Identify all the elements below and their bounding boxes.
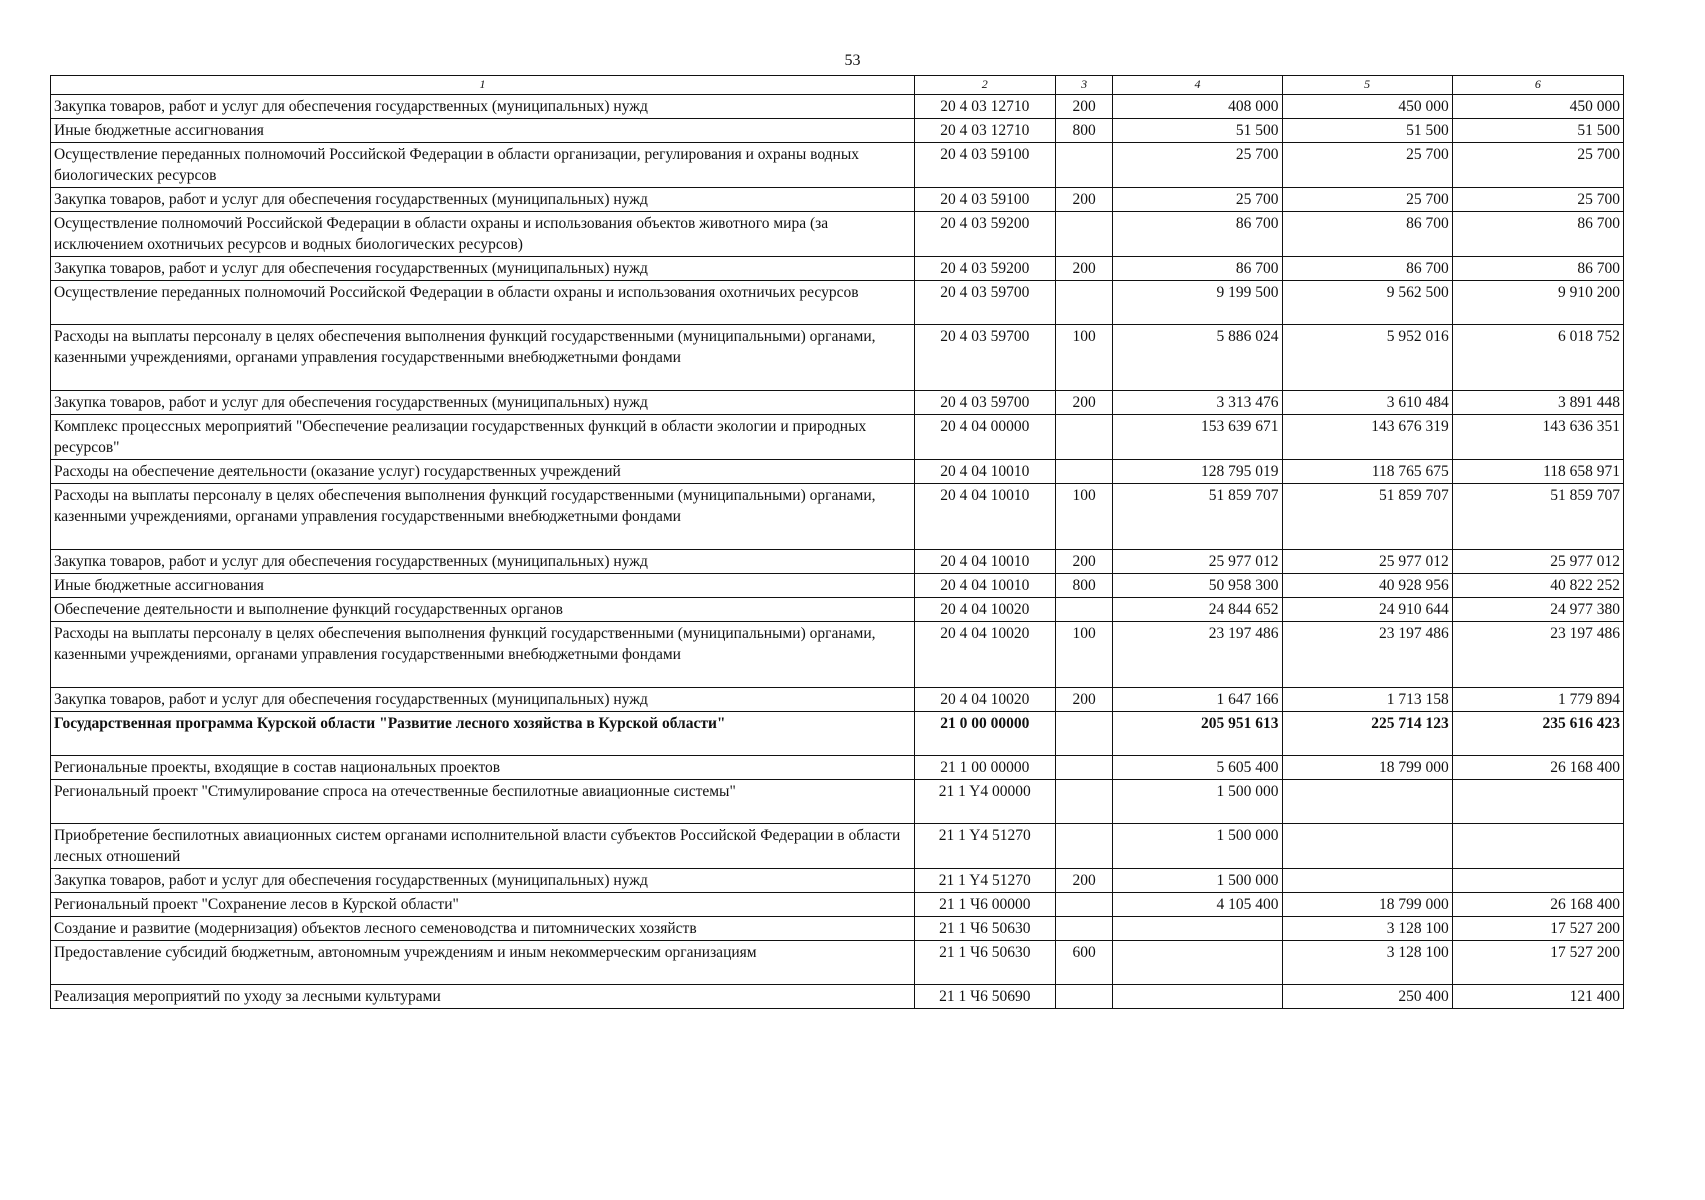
- table-body: [51, 95, 1624, 1009]
- expense-type-cell: [1055, 143, 1113, 188]
- column-number: 4: [1113, 76, 1282, 95]
- amount-col6-cell: 450 000: [1452, 95, 1623, 119]
- amount-col5-cell: 143 676 319: [1282, 415, 1452, 460]
- expense-name-cell: Государственная программа Курской области "Развитие лесного хозяйства в Курской области": [51, 712, 915, 756]
- table-row: [51, 95, 1624, 119]
- target-code-cell: 21 1 Y4 51270: [914, 824, 1055, 869]
- target-code-cell: 21 1 00 00000: [914, 756, 1055, 780]
- expense-type-cell: 200: [1055, 95, 1113, 119]
- amount-col4-cell: 23 197 486: [1113, 622, 1282, 688]
- expense-type-cell: 600: [1055, 941, 1113, 985]
- table-row: [51, 212, 1624, 257]
- amount-col6-cell: 51 859 707: [1452, 484, 1623, 550]
- amount-col5-cell: 250 400: [1282, 985, 1452, 1009]
- expense-type-cell: [1055, 985, 1113, 1009]
- amount-col6-cell: 25 700: [1452, 188, 1623, 212]
- table-row: [51, 824, 1624, 869]
- amount-col5-cell: 40 928 956: [1282, 574, 1452, 598]
- amount-col6-cell: [1452, 869, 1623, 893]
- amount-col6-cell: 3 891 448: [1452, 391, 1623, 415]
- expense-type-cell: [1055, 756, 1113, 780]
- amount-col5-cell: 86 700: [1282, 212, 1452, 257]
- target-code-cell: 20 4 04 10010: [914, 550, 1055, 574]
- column-number: 2: [914, 76, 1055, 95]
- amount-col4-cell: [1113, 941, 1282, 985]
- amount-col4-cell: 128 795 019: [1113, 460, 1282, 484]
- amount-col4-cell: 1 500 000: [1113, 869, 1282, 893]
- amount-col6-cell: 25 977 012: [1452, 550, 1623, 574]
- expense-name-cell: Расходы на выплаты персоналу в целях обеспечения выполнения функций государственными (муниципальными) органами, казенными учреждениями, органами управления государственными внебюджетными фондами: [51, 622, 915, 688]
- table-row: [51, 143, 1624, 188]
- table-row: [51, 985, 1624, 1009]
- expense-type-cell: 200: [1055, 688, 1113, 712]
- amount-col5-cell: 23 197 486: [1282, 622, 1452, 688]
- table-row: [51, 257, 1624, 281]
- amount-col6-cell: 24 977 380: [1452, 598, 1623, 622]
- target-code-cell: 21 1 Ч6 50630: [914, 917, 1055, 941]
- expense-name-cell: Региональные проекты, входящие в состав национальных проектов: [51, 756, 915, 780]
- table-row: [51, 598, 1624, 622]
- target-code-cell: 21 1 Y4 00000: [914, 780, 1055, 824]
- amount-col6-cell: 17 527 200: [1452, 941, 1623, 985]
- table-row: [51, 756, 1624, 780]
- expense-type-cell: 200: [1055, 869, 1113, 893]
- expense-name-cell: Иные бюджетные ассигнования: [51, 119, 915, 143]
- column-number-row: [51, 76, 1624, 95]
- table-row: [51, 869, 1624, 893]
- amount-col4-cell: 3 313 476: [1113, 391, 1282, 415]
- expense-name-cell: Закупка товаров, работ и услуг для обеспечения государственных (муниципальных) нужд: [51, 869, 915, 893]
- table-row: [51, 688, 1624, 712]
- amount-col4-cell: 5 886 024: [1113, 325, 1282, 391]
- amount-col4-cell: [1113, 985, 1282, 1009]
- table-row: [51, 780, 1624, 824]
- target-code-cell: 21 0 00 00000: [914, 712, 1055, 756]
- amount-col5-cell: 25 977 012: [1282, 550, 1452, 574]
- table-row: [51, 188, 1624, 212]
- amount-col4-cell: 86 700: [1113, 257, 1282, 281]
- target-code-cell: 20 4 03 59700: [914, 281, 1055, 325]
- amount-col5-cell: 3 128 100: [1282, 941, 1452, 985]
- amount-col6-cell: 235 616 423: [1452, 712, 1623, 756]
- amount-col5-cell: [1282, 824, 1452, 869]
- amount-col6-cell: 86 700: [1452, 257, 1623, 281]
- table-row: [51, 550, 1624, 574]
- amount-col6-cell: 26 168 400: [1452, 893, 1623, 917]
- amount-col4-cell: 51 500: [1113, 119, 1282, 143]
- target-code-cell: 20 4 03 59100: [914, 188, 1055, 212]
- amount-col6-cell: 40 822 252: [1452, 574, 1623, 598]
- amount-col6-cell: 9 910 200: [1452, 281, 1623, 325]
- expense-type-cell: 200: [1055, 257, 1113, 281]
- expense-name-cell: Обеспечение деятельности и выполнение функций государственных органов: [51, 598, 915, 622]
- amount-col5-cell: 18 799 000: [1282, 756, 1452, 780]
- amount-col5-cell: 25 700: [1282, 188, 1452, 212]
- expense-name-cell: Расходы на выплаты персоналу в целях обеспечения выполнения функций государственными (муниципальными) органами, казенными учреждениями, органами управления государственными внебюджетными фондами: [51, 484, 915, 550]
- amount-col5-cell: 225 714 123: [1282, 712, 1452, 756]
- amount-col5-cell: 25 700: [1282, 143, 1452, 188]
- expense-name-cell: Осуществление полномочий Российской Федерации в области охраны и использования объектов животного мира (за исключением охотничьих ресурсов и водных биологических ресурсов): [51, 212, 915, 257]
- table-row: [51, 484, 1624, 550]
- expense-type-cell: 800: [1055, 574, 1113, 598]
- expense-type-cell: 800: [1055, 119, 1113, 143]
- amount-col6-cell: 25 700: [1452, 143, 1623, 188]
- expense-type-cell: [1055, 212, 1113, 257]
- amount-col4-cell: 9 199 500: [1113, 281, 1282, 325]
- amount-col5-cell: 18 799 000: [1282, 893, 1452, 917]
- target-code-cell: 20 4 04 10010: [914, 460, 1055, 484]
- target-code-cell: 20 4 04 10020: [914, 688, 1055, 712]
- table-row: [51, 917, 1624, 941]
- target-code-cell: 21 1 Ч6 00000: [914, 893, 1055, 917]
- amount-col4-cell: 1 500 000: [1113, 780, 1282, 824]
- amount-col6-cell: [1452, 824, 1623, 869]
- amount-col4-cell: 25 700: [1113, 143, 1282, 188]
- amount-col5-cell: 5 952 016: [1282, 325, 1452, 391]
- expense-type-cell: [1055, 712, 1113, 756]
- expense-type-cell: [1055, 824, 1113, 869]
- target-code-cell: 21 1 Ч6 50690: [914, 985, 1055, 1009]
- expense-name-cell: Закупка товаров, работ и услуг для обеспечения государственных (муниципальных) нужд: [51, 391, 915, 415]
- expense-type-cell: [1055, 917, 1113, 941]
- amount-col5-cell: [1282, 780, 1452, 824]
- expense-type-cell: 100: [1055, 622, 1113, 688]
- amount-col6-cell: 143 636 351: [1452, 415, 1623, 460]
- amount-col6-cell: 6 018 752: [1452, 325, 1623, 391]
- column-number: 1: [51, 76, 915, 95]
- amount-col4-cell: 153 639 671: [1113, 415, 1282, 460]
- amount-col6-cell: 51 500: [1452, 119, 1623, 143]
- expense-type-cell: [1055, 780, 1113, 824]
- expense-name-cell: Иные бюджетные ассигнования: [51, 574, 915, 598]
- target-code-cell: 20 4 03 59700: [914, 391, 1055, 415]
- amount-col6-cell: [1452, 780, 1623, 824]
- target-code-cell: 20 4 03 59700: [914, 325, 1055, 391]
- amount-col5-cell: 9 562 500: [1282, 281, 1452, 325]
- table-row: [51, 119, 1624, 143]
- amount-col4-cell: 1 500 000: [1113, 824, 1282, 869]
- amount-col6-cell: 26 168 400: [1452, 756, 1623, 780]
- table-row: [51, 325, 1624, 391]
- expense-name-cell: Расходы на выплаты персоналу в целях обеспечения выполнения функций государственными (муниципальными) органами, казенными учреждениями, органами управления государственными внебюджетными фондами: [51, 325, 915, 391]
- table-row: [51, 622, 1624, 688]
- amount-col4-cell: 86 700: [1113, 212, 1282, 257]
- target-code-cell: 21 1 Ч6 50630: [914, 941, 1055, 985]
- table-row: [51, 941, 1624, 985]
- expense-type-cell: [1055, 281, 1113, 325]
- amount-col6-cell: 118 658 971: [1452, 460, 1623, 484]
- budget-table: [50, 75, 1624, 1009]
- page-number: 53: [844, 52, 861, 69]
- amount-col5-cell: 118 765 675: [1282, 460, 1452, 484]
- expense-name-cell: Закупка товаров, работ и услуг для обеспечения государственных (муниципальных) нужд: [51, 188, 915, 212]
- target-code-cell: 20 4 03 59100: [914, 143, 1055, 188]
- expense-type-cell: [1055, 460, 1113, 484]
- amount-col4-cell: 5 605 400: [1113, 756, 1282, 780]
- amount-col5-cell: 86 700: [1282, 257, 1452, 281]
- expense-type-cell: 200: [1055, 188, 1113, 212]
- amount-col4-cell: [1113, 917, 1282, 941]
- amount-col4-cell: 408 000: [1113, 95, 1282, 119]
- table-row: [51, 391, 1624, 415]
- amount-col6-cell: 23 197 486: [1452, 622, 1623, 688]
- expense-name-cell: Закупка товаров, работ и услуг для обеспечения государственных (муниципальных) нужд: [51, 257, 915, 281]
- amount-col4-cell: 4 105 400: [1113, 893, 1282, 917]
- amount-col4-cell: 25 977 012: [1113, 550, 1282, 574]
- amount-col6-cell: 1 779 894: [1452, 688, 1623, 712]
- amount-col5-cell: 51 500: [1282, 119, 1452, 143]
- expense-name-cell: Закупка товаров, работ и услуг для обеспечения государственных (муниципальных) нужд: [51, 95, 915, 119]
- amount-col4-cell: 24 844 652: [1113, 598, 1282, 622]
- amount-col5-cell: 450 000: [1282, 95, 1452, 119]
- target-code-cell: 21 1 Y4 51270: [914, 869, 1055, 893]
- amount-col6-cell: 17 527 200: [1452, 917, 1623, 941]
- expense-type-cell: 200: [1055, 391, 1113, 415]
- amount-col5-cell: [1282, 869, 1452, 893]
- expense-name-cell: Приобретение беспилотных авиационных систем органами исполнительной власти субъектов Российской Федерации в области лесных отношений: [51, 824, 915, 869]
- amount-col5-cell: 24 910 644: [1282, 598, 1452, 622]
- table-row: [51, 893, 1624, 917]
- expense-type-cell: [1055, 893, 1113, 917]
- expense-type-cell: 100: [1055, 484, 1113, 550]
- amount-col6-cell: 86 700: [1452, 212, 1623, 257]
- amount-col4-cell: 1 647 166: [1113, 688, 1282, 712]
- target-code-cell: 20 4 04 10020: [914, 598, 1055, 622]
- expense-name-cell: Осуществление переданных полномочий Российской Федерации в области организации, регулирования и охраны водных биологических ресурсов: [51, 143, 915, 188]
- table-row: [51, 574, 1624, 598]
- target-code-cell: 20 4 04 10010: [914, 484, 1055, 550]
- amount-col5-cell: 3 128 100: [1282, 917, 1452, 941]
- amount-col5-cell: 51 859 707: [1282, 484, 1452, 550]
- expense-type-cell: [1055, 415, 1113, 460]
- table-row: [51, 415, 1624, 460]
- amount-col5-cell: 3 610 484: [1282, 391, 1452, 415]
- table-row: [51, 460, 1624, 484]
- target-code-cell: 20 4 04 10010: [914, 574, 1055, 598]
- expense-name-cell: Региональный проект "Стимулирование спроса на отечественные беспилотные авиационные системы": [51, 780, 915, 824]
- expense-name-cell: Комплекс процессных мероприятий "Обеспечение реализации государственных функций в области экологии и природных ресурсов": [51, 415, 915, 460]
- target-code-cell: 20 4 03 59200: [914, 257, 1055, 281]
- target-code-cell: 20 4 03 12710: [914, 119, 1055, 143]
- table-row: [51, 281, 1624, 325]
- expense-name-cell: Предоставление субсидий бюджетным, автономным учреждениям и иным некоммерческим организациям: [51, 941, 915, 985]
- column-number: 6: [1452, 76, 1623, 95]
- expense-type-cell: 200: [1055, 550, 1113, 574]
- column-number: 3: [1055, 76, 1113, 95]
- expense-type-cell: [1055, 598, 1113, 622]
- expense-name-cell: Расходы на обеспечение деятельности (оказание услуг) государственных учреждений: [51, 460, 915, 484]
- expense-name-cell: Осуществление переданных полномочий Российской Федерации в области охраны и использования охотничьих ресурсов: [51, 281, 915, 325]
- amount-col4-cell: 205 951 613: [1113, 712, 1282, 756]
- target-code-cell: 20 4 03 12710: [914, 95, 1055, 119]
- amount-col4-cell: 51 859 707: [1113, 484, 1282, 550]
- amount-col4-cell: 50 958 300: [1113, 574, 1282, 598]
- amount-col4-cell: 25 700: [1113, 188, 1282, 212]
- expense-name-cell: Реализация мероприятий по уходу за лесными культурами: [51, 985, 915, 1009]
- target-code-cell: 20 4 04 00000: [914, 415, 1055, 460]
- expense-type-cell: 100: [1055, 325, 1113, 391]
- column-number: 5: [1282, 76, 1452, 95]
- table-row: [51, 712, 1624, 756]
- expense-name-cell: Закупка товаров, работ и услуг для обеспечения государственных (муниципальных) нужд: [51, 550, 915, 574]
- target-code-cell: 20 4 04 10020: [914, 622, 1055, 688]
- target-code-cell: 20 4 03 59200: [914, 212, 1055, 257]
- expense-name-cell: Закупка товаров, работ и услуг для обеспечения государственных (муниципальных) нужд: [51, 688, 915, 712]
- expense-name-cell: Региональный проект "Сохранение лесов в Курской области": [51, 893, 915, 917]
- amount-col5-cell: 1 713 158: [1282, 688, 1452, 712]
- amount-col6-cell: 121 400: [1452, 985, 1623, 1009]
- expense-name-cell: Создание и развитие (модернизация) объектов лесного семеноводства и питомнических хозяйств: [51, 917, 915, 941]
